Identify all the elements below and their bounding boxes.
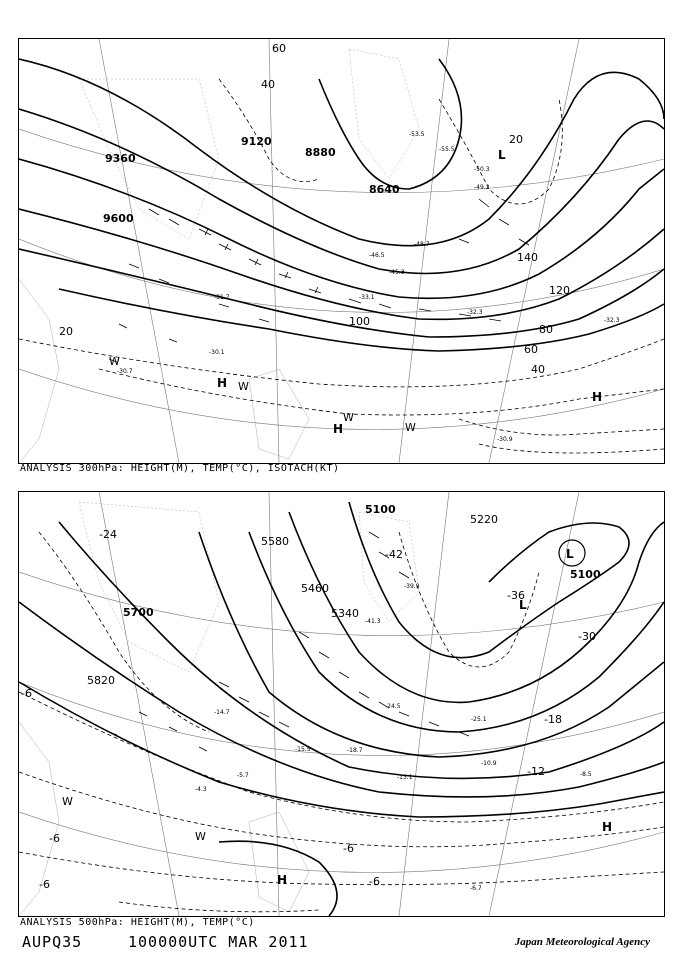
temp-label: -24: [99, 528, 117, 541]
height-label: 5100: [570, 568, 601, 581]
temp-label: -32.3: [604, 317, 620, 324]
isotach-label: 20: [509, 133, 523, 146]
isotach-label: 40: [261, 78, 275, 91]
height-label: 5580: [261, 535, 289, 548]
map-panel-300hpa: [18, 38, 665, 464]
height-label: 5100: [365, 503, 396, 516]
warm-center: W: [62, 795, 73, 808]
station-label: -41.3: [365, 618, 381, 625]
temp-label: -36: [507, 589, 525, 602]
temp-label: -30.9: [497, 436, 513, 443]
height-contours: [19, 502, 664, 916]
station-label: -6.7: [470, 885, 482, 892]
height-label: 5700: [123, 606, 154, 619]
height-label: 9360: [105, 152, 136, 165]
height-label: 9600: [103, 212, 134, 225]
temp-label: -6: [21, 687, 32, 700]
station-label: -4.3: [195, 786, 207, 793]
isotach-label: 140: [517, 251, 538, 264]
isotach-label: 40: [531, 363, 545, 376]
station-label: -14.7: [214, 709, 230, 716]
chart-id: AUPQ35: [22, 933, 83, 951]
station-label: -13.1: [397, 774, 413, 781]
height-label: 9120: [241, 135, 272, 148]
height-label: 5340: [331, 607, 359, 620]
high-center: H: [333, 422, 344, 436]
temp-label: -49.2: [474, 184, 490, 191]
warm-center: W: [109, 355, 120, 368]
high-center: H: [277, 873, 288, 887]
station-label: -8.5: [580, 771, 592, 778]
height-contours: [19, 59, 664, 351]
agency-name: Japan Meteorological Agency: [514, 936, 650, 948]
isotach-label: 80: [539, 323, 553, 336]
temp-label: -33.1: [359, 294, 375, 301]
high-center: H: [592, 390, 603, 404]
land-hatching: [19, 49, 419, 463]
valid-time: 100000UTC MAR 2011: [128, 933, 309, 951]
temp-label: -50.3: [474, 166, 490, 173]
station-label: -18.7: [347, 747, 363, 754]
isotach-label: 20: [59, 325, 73, 338]
temp-label: -42: [385, 548, 403, 561]
temp-label: -6: [39, 878, 50, 891]
low-center: L: [566, 547, 574, 561]
low-center: L: [519, 598, 527, 612]
isotach-label: 60: [524, 343, 538, 356]
map-panel-500hpa: [18, 491, 665, 917]
temp-label: -55.5: [439, 146, 455, 153]
isotach-label: 60: [272, 42, 286, 55]
isotach-contours: [19, 79, 664, 453]
temp-label: -30.1: [209, 349, 225, 356]
height-label: 5460: [301, 582, 329, 595]
high-center: H: [217, 376, 228, 390]
height-label: 8880: [305, 146, 336, 159]
caption-500hpa: ANALYSIS 500hPa: HEIGHT(M), TEMP(°C): [20, 917, 255, 928]
temp-label: -30.7: [117, 368, 133, 375]
temperature-contours: [19, 532, 664, 912]
temp-label: -30: [578, 630, 596, 643]
warm-center: W: [343, 411, 354, 424]
temp-label: -31.7: [214, 294, 230, 301]
temp-label: -48.7: [414, 241, 430, 248]
height-label: 5820: [87, 674, 115, 687]
station-label: -15.5: [295, 746, 311, 753]
temp-label: -46.5: [369, 252, 385, 259]
temp-label: -53.5: [409, 131, 425, 138]
height-label: 5220: [470, 513, 498, 526]
isotach-label: 100: [349, 315, 370, 328]
isotach-label: 120: [549, 284, 570, 297]
temp-label: -12: [527, 765, 545, 778]
weather-map-500hpa: [19, 492, 664, 916]
wind-barbs: [109, 532, 469, 751]
station-label: -24.5: [385, 703, 401, 710]
temp-label: -6: [343, 842, 354, 855]
temp-label: -6: [49, 832, 60, 845]
temp-label: -18: [544, 713, 562, 726]
high-center: H: [602, 820, 613, 834]
warm-center: W: [195, 830, 206, 843]
station-label: -39.9: [404, 583, 420, 590]
station-label: -5.7: [237, 772, 249, 779]
caption-300hpa: ANALYSIS 300hPa: HEIGHT(M), TEMP(°C), ISOTACH(KT): [20, 463, 340, 474]
weather-map-300hpa: [19, 39, 664, 463]
warm-center: W: [238, 380, 249, 393]
temp-label: -6: [369, 875, 380, 888]
grid-lines: [19, 39, 664, 463]
low-center: L: [498, 148, 506, 162]
temp-label: -32.3: [467, 309, 483, 316]
height-label: 8640: [369, 183, 400, 196]
station-label: -10.9: [481, 760, 497, 767]
temp-label: -45.3: [389, 269, 405, 276]
station-label: -25.1: [471, 716, 487, 723]
warm-center: W: [405, 421, 416, 434]
